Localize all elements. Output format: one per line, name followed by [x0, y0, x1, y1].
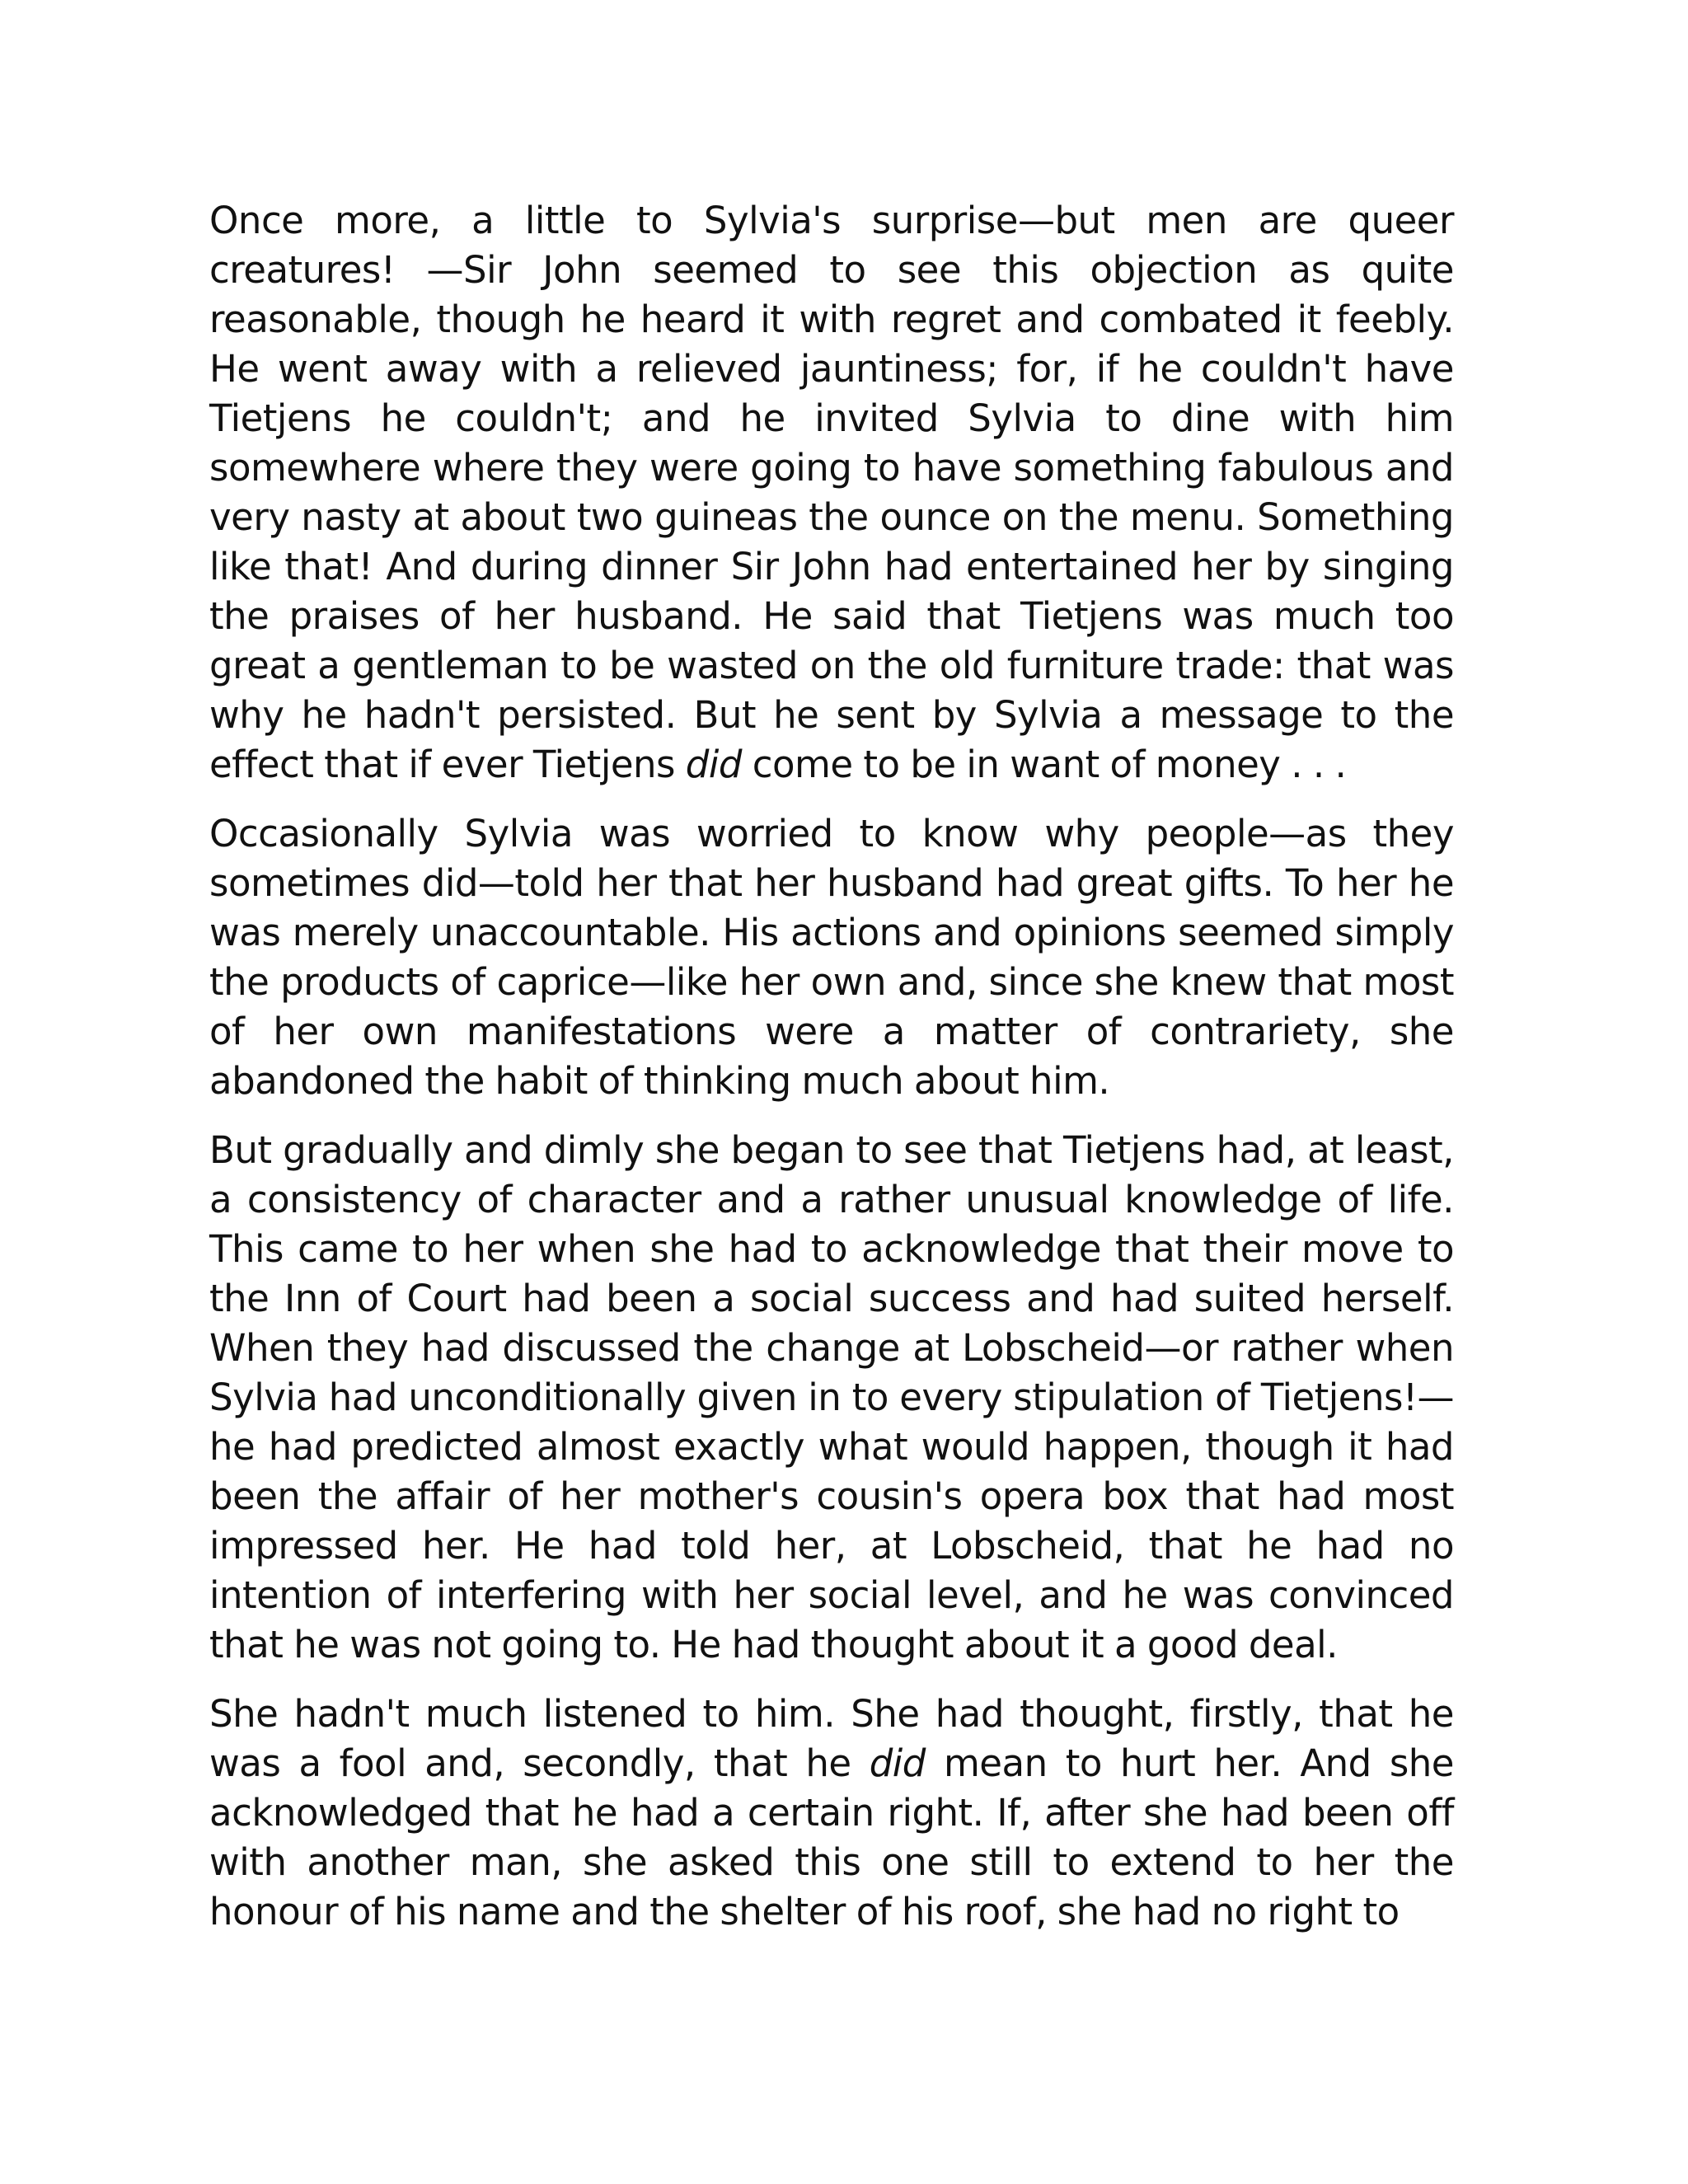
paragraph-2 [209, 809, 1454, 1106]
paragraph-3 [209, 1126, 1454, 1670]
paragraph-text: Once more, a little to Sylvia's surprise—but men are queer creatures! —Sir John seemed to see this objection as quite reasonable, though he heard it with regret and combated it feebly. He went away with a relieved jauntiness; for, if he couldn't have Tietjens he couldn't; and he invited Sylvia to dine with him somewhere where they were going to have something fabulous and very nasty at about two guineas the ounce on the menu. Something like that! And during dinner Sir John had entertained her by singing the praises of her husband. He said that Tietjens was much too great a gentleman to be wasted on the old furniture trade: that was why he hadn't persisted. But he sent by Sylvia a message to the effect that if ever Tietjens [209, 199, 1454, 786]
paragraph-text: She hadn't much listened to him. She had thought, firstly, that he was a fool and, secondly, that he [209, 1692, 1454, 1785]
emphasis-text: did [869, 1741, 926, 1785]
paragraph-text: Occasionally Sylvia was worried to know why people—as they sometimes did—told her that her husband had great gifts. To her he was merely unaccountable. His actions and opinions seemed simply the products of caprice—like her own and, since she knew that most of her own manifestations were a matter of contrariety, she abandoned the habit of thinking much about him. [209, 812, 1454, 1103]
paragraph-1 [209, 196, 1454, 790]
emphasis-text: did [685, 743, 742, 786]
paragraph-text: But gradually and dimly she began to see that Tietjens had, at least, a consistency of character and a rather unusual knowledge of life. This came to her when she had to acknowledge that their move to the Inn of Court had been a social success and had suited herself. When they had discussed the change at Lobscheid—or rather when Sylvia had unconditionally given in to every stipulation of Tietjens!— he had predicted almost exactly what would happen, though it had been the affair of her mother's cousin's opera box that had most impressed her. He had told her, at Lobscheid, that he had no intention of interfering with her social level, and he was convinced that he was not going to. He had thought about it a good deal. [209, 1128, 1454, 1666]
paragraph-text: come to be in want of money . . . [741, 743, 1347, 786]
paragraph-text: mean to hurt her. And she acknowledged that he had a certain right. If, after she had been off with another man, she asked this one still to extend to her the honour of his name and the shelter of his roof, she had no right to [209, 1741, 1454, 1933]
document-page [209, 196, 1454, 1957]
paragraph-4 [209, 1690, 1454, 1937]
